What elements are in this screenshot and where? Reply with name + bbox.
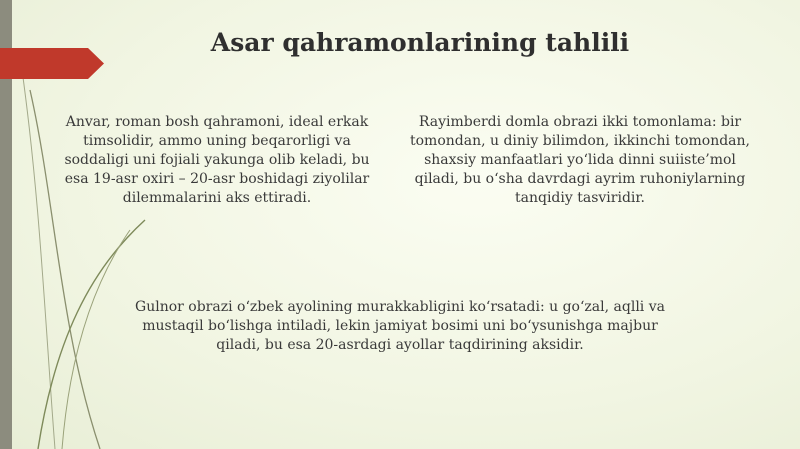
title-arrow-marker <box>0 48 104 79</box>
paragraph-gulnor: Gulnor obrazi o‘zbek ayolining murakkabligini ko‘rsatadi: u go‘zal, aqlli va mustaqil bo‘lishga intiladi, lekin jamiyat bosimi uni bo‘ysunishga majbur qiladi, bu esa 20-asrdagi ayollar taqdirining aksidir. <box>135 299 665 353</box>
paragraph-anvar: Anvar, roman bosh qahramoni, ideal erkak timsolidir, ammo uning beqarorligi va soddaligi uni fojiali yakunga olib keladi, bu esa 19-asr oxiri – 20-asr boshidagi ziyolilar dilemmalarini aks ettiradi. <box>64 114 370 206</box>
paragraph-rayimberdi: Rayimberdi domla obrazi ikki tomonlama: bir tomondan, u diniy bilimdon, ikkinchi tomondan, shaxsiy manfaatlari yo‘lida dinni suiiste’mol qiladi, bu o‘sha davrdagi ayrim ruhoniylarning tanqidiy tasviridir. <box>409 114 750 206</box>
slide-title: Asar qahramonlarining tahlili <box>210 28 630 57</box>
